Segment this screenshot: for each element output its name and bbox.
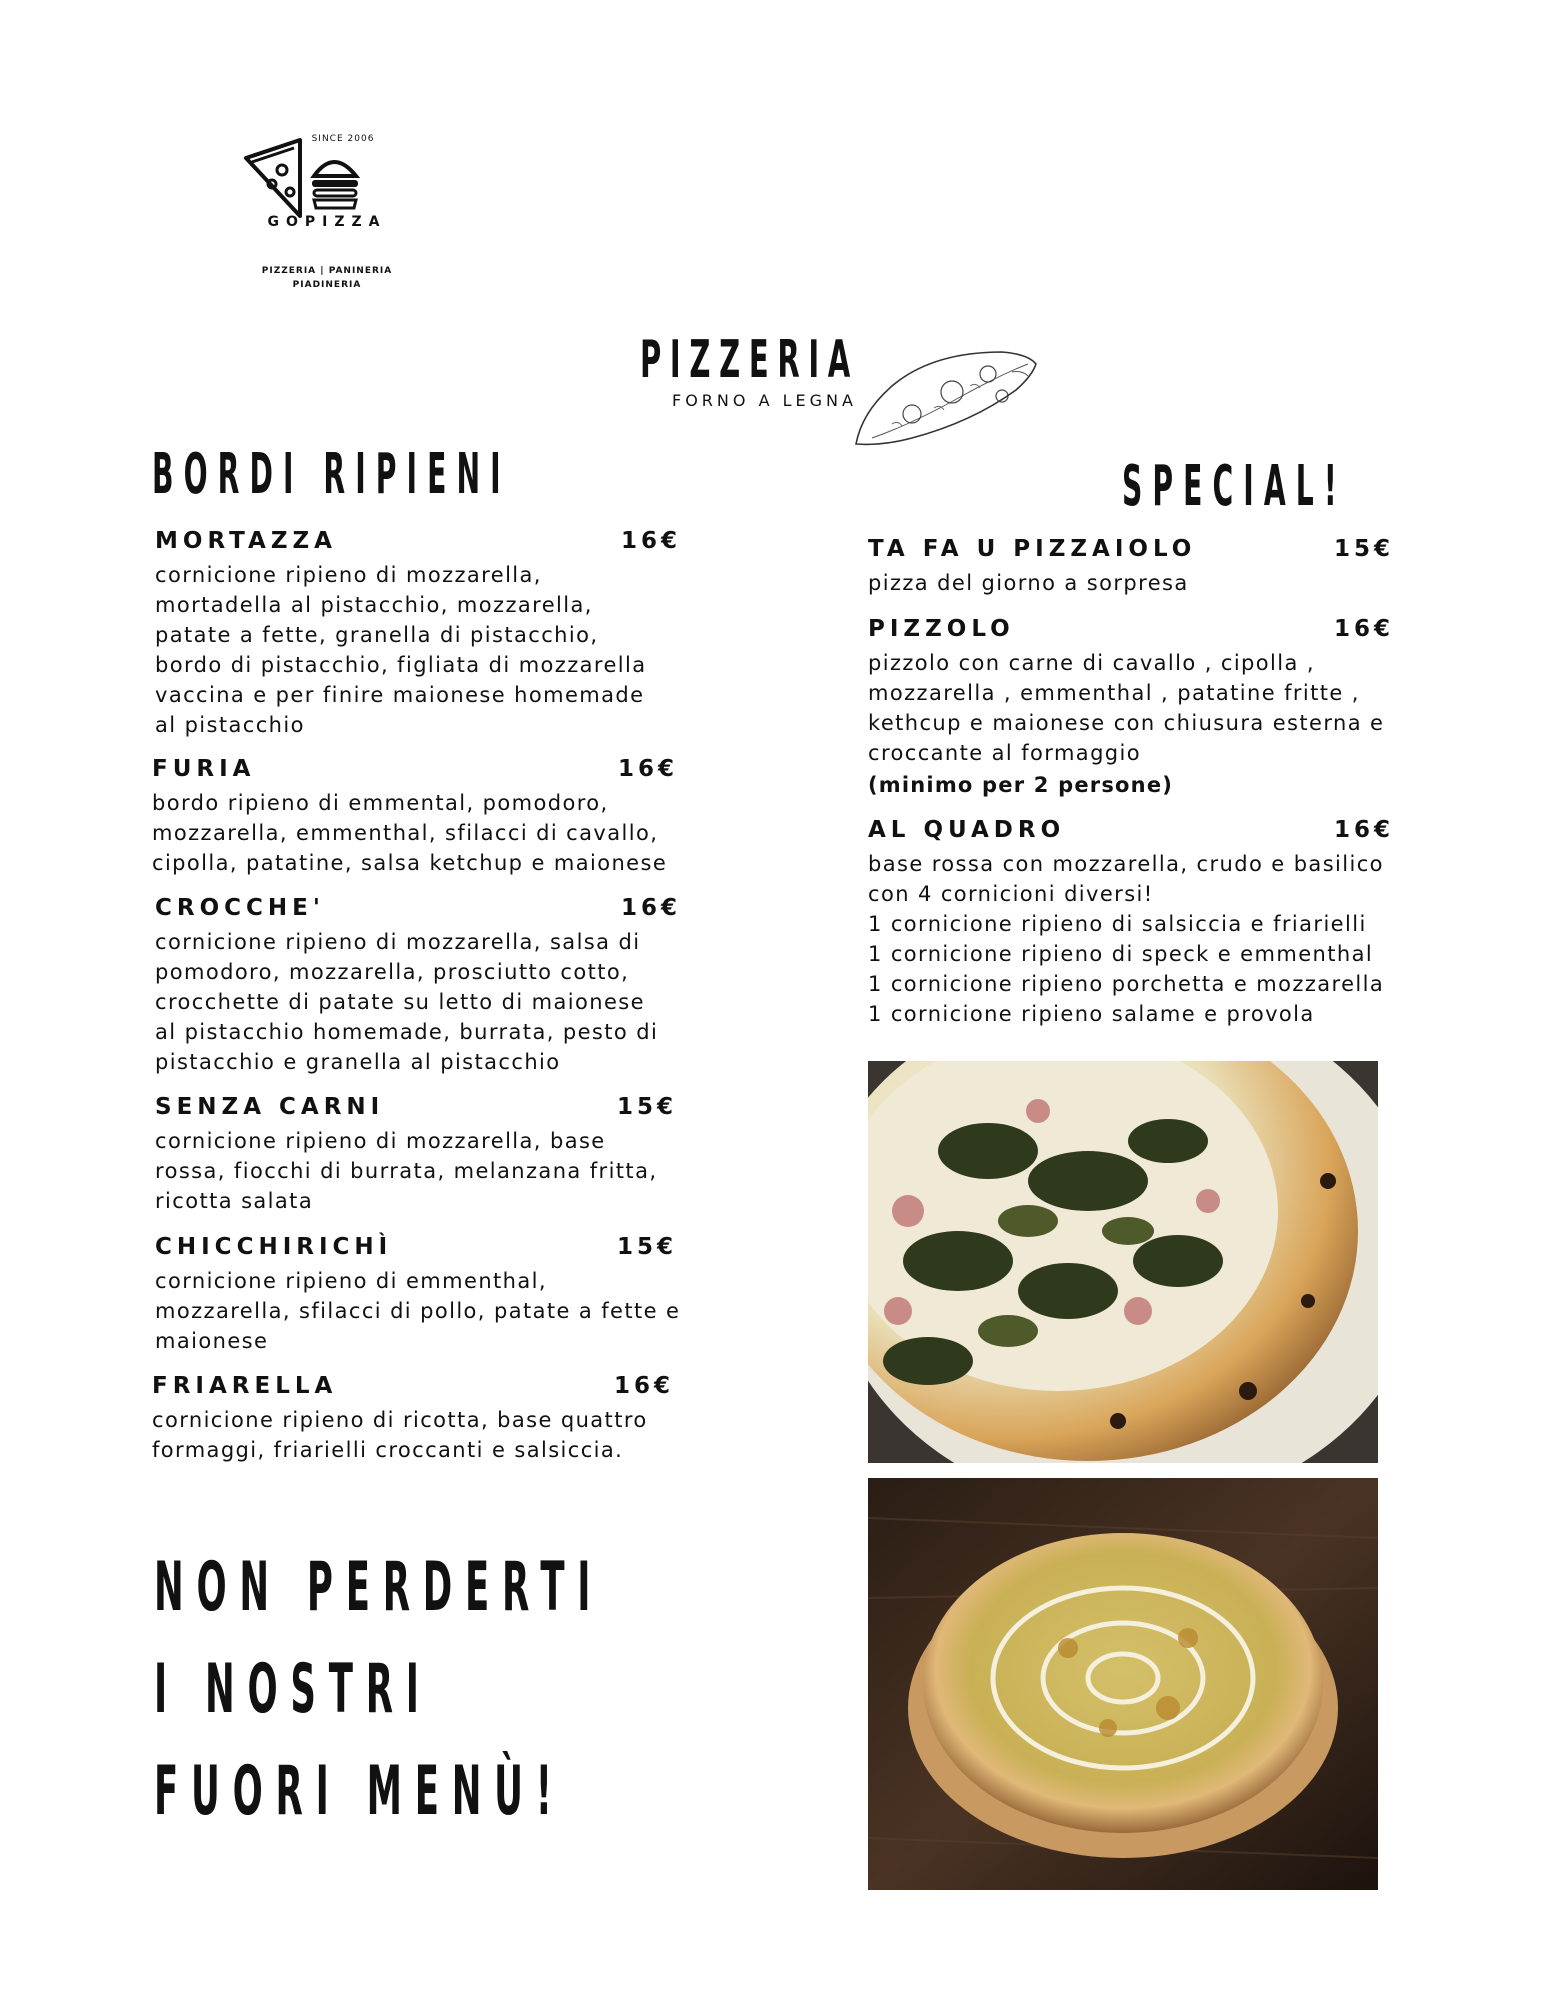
menu-item-pizzolo bbox=[868, 616, 1408, 800]
section-title-special: SPECIAL! bbox=[1122, 454, 1347, 519]
item-name: AL QUADRO bbox=[868, 817, 1066, 843]
item-name: TA FA U PIZZAIOLO bbox=[868, 536, 1197, 562]
item-name: PIZZOLO bbox=[868, 616, 1015, 642]
logo-brand: GOPIZZA bbox=[267, 214, 387, 230]
gopizza-logo bbox=[238, 128, 416, 300]
item-name: FURIA bbox=[152, 756, 256, 782]
pizza-friarielli-photo bbox=[868, 1061, 1378, 1463]
promo-block bbox=[154, 1548, 929, 1854]
logo-since: SINCE 2006 bbox=[311, 134, 375, 144]
menu-item-al-quadro bbox=[868, 817, 1408, 1029]
item-price: 16€ bbox=[621, 895, 682, 921]
logo-tagline-2: PIADINERIA bbox=[292, 280, 362, 290]
item-name: CROCCHE' bbox=[155, 895, 325, 921]
logo-tagline-1: PIZZERIA | PANINERIA bbox=[261, 266, 393, 276]
item-price: 15€ bbox=[617, 1234, 678, 1260]
item-name: SENZA CARNI bbox=[155, 1094, 385, 1120]
item-description: cornicione ripieno di mozzarella, base rossa, fiocchi di burrata, melanzana fritta, ricotta salata bbox=[155, 1129, 658, 1213]
pizza-maionese-photo bbox=[868, 1478, 1378, 1890]
item-price: 16€ bbox=[1334, 817, 1395, 843]
item-description: bordo ripieno di emmental, pomodoro, mozzarella, emmenthal, sfilacci di cavallo, cipolla, patatine, salsa ketchup e maionese bbox=[152, 791, 668, 875]
item-price: 15€ bbox=[1334, 536, 1395, 562]
section-title-bordi-ripieni: BORDI RIPIENI bbox=[152, 442, 511, 507]
item-price: 16€ bbox=[621, 528, 682, 554]
item-description: pizza del giorno a sorpresa bbox=[868, 571, 1189, 595]
item-price: 16€ bbox=[618, 756, 679, 782]
menu-item-mortazza bbox=[155, 528, 685, 740]
promo-line-2: I NOSTRI bbox=[154, 1650, 432, 1729]
item-description: pizzolo con carne di cavallo , cipolla , mozzarella , emmenthal , patatine fritte , kethcup e maionese con chiusura esterna e croccante al formaggio bbox=[868, 651, 1385, 765]
item-description: cornicione ripieno di ricotta, base quattro formaggi, friarielli croccanti e salsiccia. bbox=[152, 1408, 648, 1462]
page-subtitle: FORNO A LEGNA bbox=[672, 391, 857, 410]
page-title: PIZZERIA bbox=[640, 330, 859, 390]
promo-line-3: FUORI MENÙ! bbox=[154, 1752, 565, 1831]
menu-item-chicchirichi bbox=[155, 1234, 685, 1356]
item-price: 15€ bbox=[617, 1094, 678, 1120]
pizza-slice-icon bbox=[852, 342, 1042, 452]
promo-line-1: NON PERDERTI bbox=[154, 1548, 604, 1627]
item-name: CHICCHIRICHÌ bbox=[155, 1234, 393, 1260]
menu-item-crocche bbox=[155, 895, 685, 1077]
item-description: cornicione ripieno di mozzarella, salsa di pomodoro, mozzarella, prosciutto cotto, crocchette di patate su letto di maionese al pistacchio homemade, burrata, pesto di pistacchio e granella al pistacchio bbox=[155, 930, 659, 1074]
item-price: 16€ bbox=[1334, 616, 1395, 642]
item-name: MORTAZZA bbox=[155, 528, 337, 554]
item-description: cornicione ripieno di emmenthal, mozzarella, sfilacci di pollo, patate a fette e maionese bbox=[155, 1269, 681, 1353]
menu-item-friarella bbox=[152, 1373, 682, 1465]
item-note: (minimo per 2 persone) bbox=[868, 773, 1174, 797]
menu-item-furia bbox=[152, 756, 682, 878]
menu-item-senza-carni bbox=[155, 1094, 685, 1216]
menu-item-ta-fa-u-pizzaiolo bbox=[868, 536, 1408, 598]
pizza-burger-logo-icon bbox=[238, 128, 416, 268]
item-description: cornicione ripieno di mozzarella, mortadella al pistacchio, mozzarella, patate a fette, granella di pistacchio, bordo di pistacchio, figliata di mozzarella vaccina e per finire maionese homemade al pistacchio bbox=[155, 563, 647, 737]
item-name: FRIARELLA bbox=[152, 1373, 338, 1399]
pizza-friarielli-image bbox=[868, 1061, 1378, 1463]
pizza-maionese-image bbox=[868, 1478, 1378, 1890]
item-price: 16€ bbox=[614, 1373, 675, 1399]
item-description: base rossa con mozzarella, crudo e basilico con 4 cornicioni diversi! 1 cornicione ripieno di salsiccia e friarielli 1 cornicione ripieno di speck e emmenthal 1 cornicione ripieno porchetta e mozzarella 1 cornicione ripieno salame e provola bbox=[868, 852, 1385, 1026]
